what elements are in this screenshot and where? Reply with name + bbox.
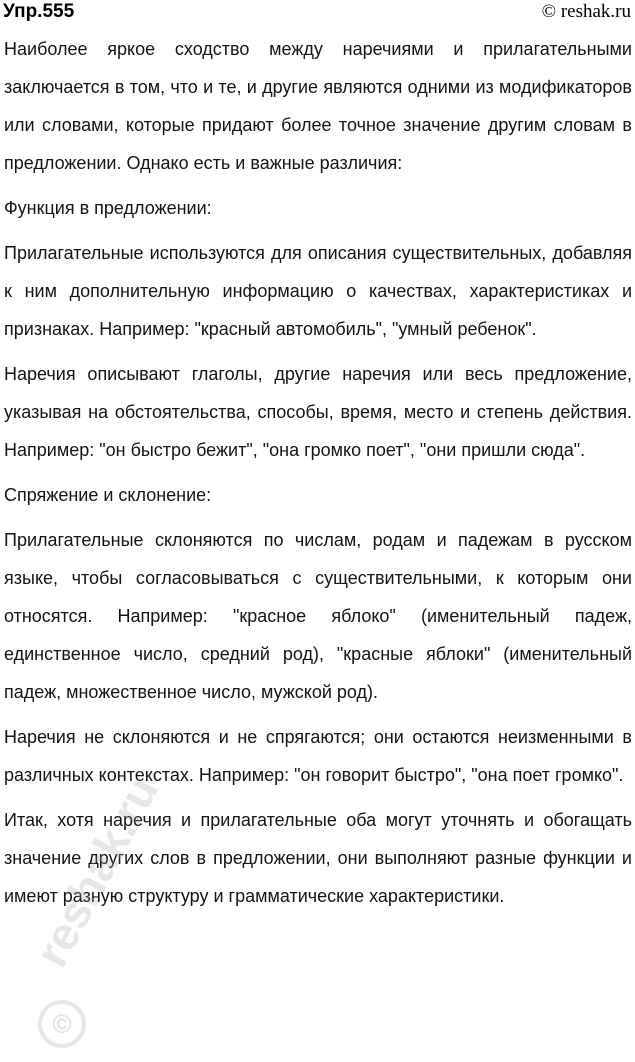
conclusion-paragraph: Итак, хотя наречия и прилагательные оба могут уточнять и обогащать значение других слов в предложении, они выполняют разные функции и имеют разную структуру и грамматические характеристики.: [4, 810, 632, 906]
adverb-inflection-paragraph: Наречия не склоняются и не спрягаются; они остаются неизменными в различных контекстах. Например: "он говорит быстро", "она поет громко".: [4, 727, 632, 785]
adverb-function-paragraph: Наречия описывают глаголы, другие наречия или весь предложение, указывая на обстоятельства, способы, время, место и степень действия. Например: "он быстро бежит", "она громко поет", "они пришли сюда".: [4, 364, 632, 460]
page-header: [0, 0, 635, 26]
site-credit: © reshak.ru: [541, 1, 631, 22]
intro-paragraph: Наиболее яркое сходство между наречиями и прилагательными заключается в том, что и те, и другие являются одними из модификаторов или словами, которые придают более точное значение другим словам в предложении. Однако есть и важные различия:: [4, 39, 632, 173]
copyright-icon: ©: [38, 1000, 86, 1048]
section-heading-function: Функция в предложении:: [4, 198, 212, 218]
section-heading-inflection: Спряжение и склонение:: [4, 485, 212, 505]
answer-text: [4, 30, 632, 922]
adjective-function-paragraph: Прилагательные используются для описания существительных, добавляя к ним дополнительную информацию о качествах, характеристиках и признаках. Например: "красный автомобиль", "умный ребенок".: [4, 243, 632, 339]
exercise-title: Упр.555: [3, 1, 75, 22]
watermark-text: reshak.ru: [24, 767, 169, 975]
adjective-inflection-paragraph: Прилагательные склоняются по числам, родам и падежам в русском языке, чтобы согласовываться с существительными, к которым они относятся. Например: "красное яблоко" (именительный падеж, единственное число, средний род), "красные яблоки" (именительный падеж, множественное число, мужской род).: [4, 530, 632, 702]
